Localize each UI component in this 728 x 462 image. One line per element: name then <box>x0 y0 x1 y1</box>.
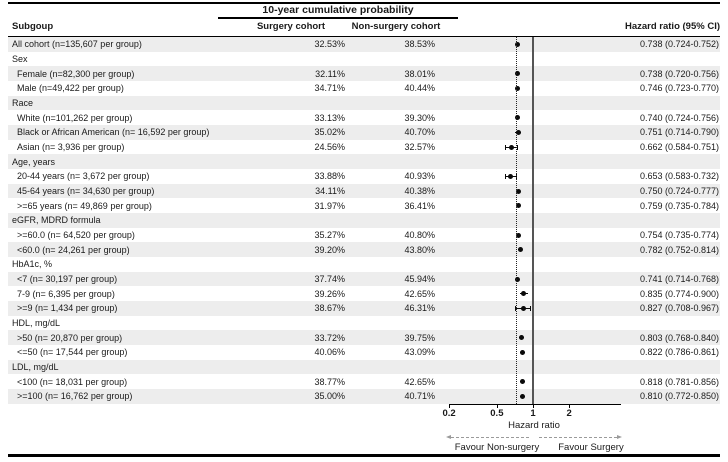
nonsurgery-probability-value: 39.75% <box>404 332 435 343</box>
nonsurgery-probability-value: 42.65% <box>404 288 435 299</box>
subgroup-label: Race <box>12 98 34 109</box>
hazard-ratio-value: 0.740 (0.724-0.756) <box>639 112 719 123</box>
hazard-ratio-value: 0.662 (0.584-0.751) <box>639 142 719 153</box>
hazard-ratio-value: 0.741 (0.714-0.768) <box>639 274 719 285</box>
table-body <box>8 37 720 404</box>
table-row <box>8 316 720 331</box>
x-axis-tick-label: 0.2 <box>442 408 456 419</box>
favour-nonsurgery-arrow <box>451 437 529 438</box>
overall-hr-reference-line <box>516 37 517 404</box>
surgery-probability-value: 33.72% <box>314 332 345 343</box>
subgroup-label: White (n=101,262 per group) <box>17 112 133 123</box>
surgery-probability-value: 33.13% <box>314 112 345 123</box>
subgroup-label: 20-44 years (n= 3,672 per group) <box>17 171 150 182</box>
surgery-probability-value: 32.11% <box>315 68 345 79</box>
hr-point-estimate-dot <box>508 174 513 179</box>
hazard-ratio-value: 0.738 (0.724-0.752) <box>639 39 719 50</box>
left-arrowhead-icon <box>446 435 451 439</box>
table-row <box>8 198 720 213</box>
title-underline <box>218 17 458 19</box>
subgroup-label: HbA1c, % <box>12 259 53 270</box>
subgroup-label: LDL, mg/dL <box>12 362 59 373</box>
hazard-ratio-value: 0.827 (0.708-0.967) <box>639 303 719 314</box>
nonsurgery-probability-value: 32.57% <box>404 142 435 153</box>
table-row <box>8 301 720 316</box>
surgery-probability-value: 39.26% <box>314 288 345 299</box>
nonsurgery-probability-value: 38.01% <box>404 68 435 79</box>
subgroup-label: HDL, mg/dL <box>12 318 61 329</box>
subgroup-label: Sex <box>12 54 28 64</box>
subgroup-label: <=50 (n= 17,544 per group) <box>17 347 128 358</box>
hazard-ratio-value: 0.835 (0.774-0.900) <box>639 288 719 299</box>
x-axis-tick-label: 2 <box>566 408 572 419</box>
hazard-ratio-value: 0.653 (0.583-0.732) <box>639 171 719 182</box>
hr-point-estimate-dot <box>509 145 514 150</box>
table-row <box>8 389 720 404</box>
nonsurgery-probability-value: 40.44% <box>404 83 435 94</box>
surgery-probability-value: 40.06% <box>314 347 345 358</box>
right-arrowhead-icon <box>617 435 622 439</box>
table-row <box>8 360 720 375</box>
table-row <box>8 242 720 257</box>
subgroup-label: >=60.0 (n= 64,520 per group) <box>17 230 135 241</box>
table-row <box>8 169 720 184</box>
table-row <box>8 125 720 140</box>
hazard-ratio-value: 0.738 (0.720-0.756) <box>639 68 719 79</box>
figure-title: 10-year cumulative probability <box>262 4 414 16</box>
null-effect-reference-line <box>532 37 534 404</box>
hr-point-estimate-dot <box>519 335 524 340</box>
subgroup-label: Female (n=82,300 per group) <box>17 68 135 79</box>
bottom-rule <box>8 454 720 457</box>
hazard-ratio-value: 0.803 (0.768-0.840) <box>639 332 719 343</box>
hazard-ratio-value: 0.751 (0.714-0.790) <box>639 127 719 138</box>
table-row <box>8 272 720 287</box>
nonsurgery-probability-value: 40.93% <box>404 171 435 182</box>
hazard-ratio-value: 0.818 (0.781-0.856) <box>639 376 719 387</box>
table-row <box>8 81 720 96</box>
hr-point-estimate-dot <box>521 291 526 296</box>
hr-point-estimate-dot <box>521 306 526 311</box>
table-row <box>8 140 720 155</box>
subgroup-label: 45-64 years (n= 34,630 per group) <box>17 186 155 197</box>
x-axis-label: Hazard ratio <box>508 420 560 431</box>
hazard-ratio-value: 0.782 (0.752-0.814) <box>639 244 719 255</box>
table-row <box>8 213 720 228</box>
surgery-probability-value: 31.97% <box>314 200 345 211</box>
table-row <box>8 66 720 81</box>
nonsurgery-probability-value: 40.80% <box>404 230 435 241</box>
nonsurgery-probability-value: 38.53% <box>404 39 435 50</box>
hazard-ratio-value: 0.822 (0.786-0.861) <box>639 347 719 358</box>
subgroup-label: All cohort (n=135,607 per group) <box>12 39 142 50</box>
table-row <box>8 96 720 111</box>
surgery-probability-value: 33.88% <box>314 171 345 182</box>
surgery-probability-value: 34.11% <box>315 186 345 197</box>
hr-point-estimate-dot <box>520 394 525 399</box>
favour-surgery-arrow <box>539 437 617 438</box>
table-row <box>8 374 720 389</box>
subgroup-label: Black or African American (n= 16,592 per group) <box>17 127 210 138</box>
table-row <box>8 37 720 52</box>
favour-nonsurgery-label: Favour Non-surgery <box>454 442 540 453</box>
nonsurgery-probability-value: 40.70% <box>404 127 435 138</box>
column-header-hazard-ratio: Hazard ratio (95% CI) <box>624 21 720 32</box>
table-row <box>8 286 720 301</box>
subgroup-label: Male (n=49,422 per group) <box>17 83 124 94</box>
table-row <box>8 228 720 243</box>
subgroup-label: >50 (n= 20,870 per group) <box>17 332 123 343</box>
subgroup-label: <60.0 (n= 24,261 per group) <box>17 244 130 255</box>
hazard-ratio-value: 0.746 (0.723-0.770) <box>639 83 719 94</box>
table-row <box>8 345 720 360</box>
subgroup-label: >=100 (n= 16,762 per group) <box>17 391 133 402</box>
hazard-ratio-value: 0.810 (0.772-0.850) <box>639 391 719 402</box>
column-header-surgery-cohort: Surgery cohort <box>256 21 326 32</box>
nonsurgery-probability-value: 39.30% <box>404 112 435 123</box>
nonsurgery-probability-value: 40.71% <box>404 391 435 402</box>
surgery-probability-value: 35.27% <box>314 230 345 241</box>
hr-point-estimate-dot <box>520 379 525 384</box>
surgery-probability-value: 37.74% <box>314 274 345 285</box>
hazard-ratio-value: 0.759 (0.735-0.784) <box>639 200 719 211</box>
table-row <box>8 110 720 125</box>
hr-point-estimate-dot <box>518 247 523 252</box>
nonsurgery-probability-value: 36.41% <box>404 200 435 211</box>
surgery-probability-value: 24.56% <box>314 142 345 153</box>
subgroup-label: >=65 years (n= 49,869 per group) <box>17 200 152 211</box>
favour-surgery-label: Favour Surgery <box>558 442 624 453</box>
column-header-subgroup: Subgoup <box>12 21 54 32</box>
nonsurgery-probability-value: 45.94% <box>404 274 435 285</box>
nonsurgery-probability-value: 40.38% <box>404 186 435 197</box>
nonsurgery-probability-value: 43.80% <box>404 244 435 255</box>
x-axis-tick-label: 1 <box>530 408 536 419</box>
surgery-probability-value: 32.53% <box>314 39 345 50</box>
x-axis-tick-label: 0.5 <box>490 408 504 419</box>
surgery-probability-value: 35.00% <box>314 391 345 402</box>
x-axis <box>449 404 621 405</box>
subgroup-label: Asian (n= 3,936 per group) <box>17 142 125 153</box>
hr-point-estimate-dot <box>520 350 525 355</box>
column-header-nonsurgery-cohort: Non-surgery cohort <box>351 21 441 32</box>
surgery-probability-value: 35.02% <box>314 127 345 138</box>
surgery-probability-value: 38.67% <box>314 303 345 314</box>
table-row <box>8 330 720 345</box>
surgery-probability-value: 34.71% <box>314 83 345 94</box>
table-row <box>8 184 720 199</box>
subgroup-label: 7-9 (n= 6,395 per group) <box>17 288 115 299</box>
surgery-probability-value: 38.77% <box>314 376 345 387</box>
subgroup-label: <7 (n= 30,197 per group) <box>17 274 118 285</box>
ci-cap <box>505 145 506 150</box>
hazard-ratio-value: 0.750 (0.724-0.777) <box>639 186 719 197</box>
nonsurgery-probability-value: 42.65% <box>404 376 435 387</box>
hazard-ratio-value: 0.754 (0.735-0.774) <box>639 230 719 241</box>
subgroup-label: <100 (n= 18,031 per group) <box>17 376 128 387</box>
subgroup-label: >=9 (n= 1,434 per group) <box>17 303 118 314</box>
table-row <box>8 52 720 67</box>
table-row <box>8 154 720 169</box>
nonsurgery-probability-value: 46.31% <box>404 303 435 314</box>
nonsurgery-probability-value: 43.09% <box>404 347 435 358</box>
surgery-probability-value: 39.20% <box>314 244 345 255</box>
subgroup-label: eGFR, MDRD formula <box>12 215 101 226</box>
table-row <box>8 257 720 272</box>
ci-cap <box>505 174 506 179</box>
subgroup-label: Age, years <box>12 156 56 167</box>
